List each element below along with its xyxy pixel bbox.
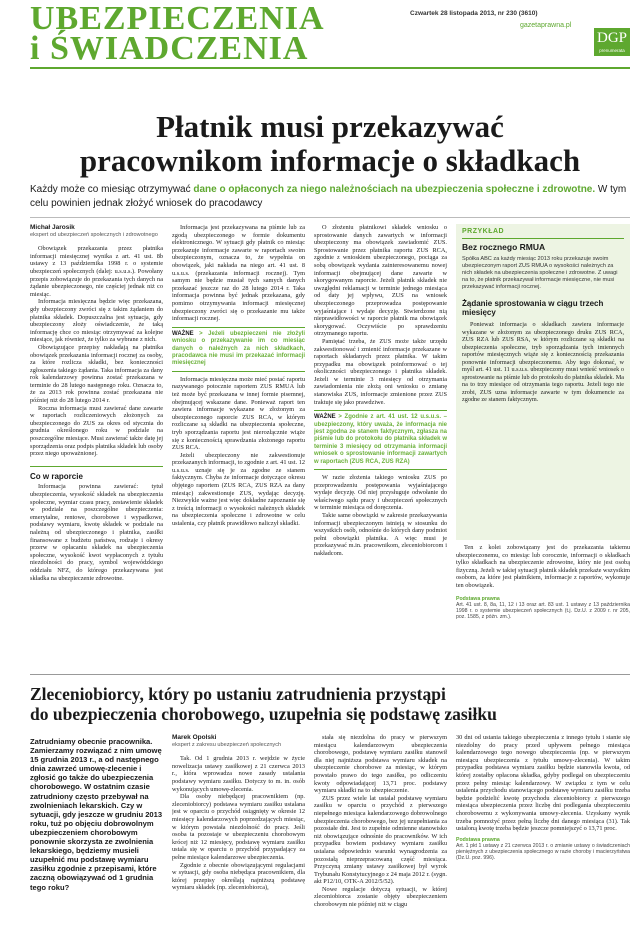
paragraph: Nowe regulacje dotyczą sytuacji, w której zleceniobiorca zostanie objęty ubezpieczeniem chorobowym nie później niż w ciągu xyxy=(314,885,447,909)
paragraph: 30 dni od ustania takiego ubezpieczenia z innego tytułu i stanie się niezdolny do pracy przed upływem pełnego miesiąca kalendarzowego tego nowego ubezpieczenia (np. w pierwszym miesiącu ubezpieczenia z tytułu umowy-zlecenia). W takim przypadku podstawa wymiaru zasiłku będzie stanowiła kwota, od której zostałby opłacona składka, gdyby podlegał on ubezpieczeniu przez pełny miesiąc kalendarzowy. W związku z tym w celu ustalenia przychodu stanowiącego podstawę wymiaru zasiłku trzeba będzie podzielić kwotę przychodu zleceniobiorcy z pierwszego miesiąca ubezpieczenia przez liczbę dni podlegania ubezpieczeniu chorobowemu z wykonywania umowy-zlecenia. Uzyskany wynik trzeba pomnożyć przez pełną liczbę dni danego miesiąca (31). Tak ustaloną kwotę trzeba będzie jeszcze pomniejszyć o 13,71 proc. xyxy=(456,734,630,833)
legal-basis-text: Art. 41 ust. 8, 8a, 11, 12 i 13 oraz art. 83 ust. 1 ustawy z 13 października 1998 r. o systemie ubezpieczeń społecznych (t.j. Dz.U. z 2009 r. nr 205, poz. 1585, z późn. zm.). xyxy=(456,601,630,621)
article2-column-4 xyxy=(456,734,630,924)
article1-headline-line2: pracownikom informacje o składkach xyxy=(79,143,581,178)
article-separator xyxy=(30,674,630,675)
important-callout-1: WAŻNE > Jeżeli ubezpieczeni nie złożyli wniosku o przekazywanie im co miesiąc danych o należnych za nich składkach, pracodawca nie musi im przekazać informacji miesięcznej xyxy=(172,327,305,372)
paragraph: Ponieważ informacja o składkach zawiera informacje wykazane w złożonym za ubezpieczonego druku ZUS RCA, ZUS RZA lub ZUS RSA, w którym rozliczane są składki na ubezpieczenia społeczne, tryb sporządzania tych imiennych raportów miesięcznych wiąże się z koniecznością przekazania ponownie informacji ubezpieczonemu. Aby tego dokonać, w myśl art. 41 ust. 11 u.s.u.s. ubezpieczony musi wnieść wniosek o sprostowanie na piśmie lub do protokołu do płatnika składek. Ma na to trzy miesiące od otrzymania tego raportu. Jeżeli tego nie zrobi, ZUS uzna informacje zawarte w tym dokumencie za zgodne ze stanem faktycznym. xyxy=(462,321,624,403)
article1-author: Michał Jarosik xyxy=(30,224,75,231)
article2-author-role: ekspert z zakresu ubezpieczeń społecznych xyxy=(172,741,282,748)
paragraph: Ten z kolei zobowiązany jest do przekazania takiemu ubezpieczonemu, co miesiąc lub corocznie, informacji o składkach tylko składkach na ubezpieczenie zdrowotne, który nie jest osobą fizyczną. Jeżeli w takiej sytuacji płatnik składek przekaże wszystkim osobom, za które jest płatnikiem, informacje z raportów, wykonuje ten obowiązek. xyxy=(456,544,630,589)
article2-column-2 xyxy=(172,734,305,924)
issue-date xyxy=(410,10,538,17)
callout-text: Jeżeli ubezpieczeni nie złożyli wniosku o przekazywanie im co miesiąc danych o należnych za nich składkach, pracodawca nie musi im przekazać informacji miesięcznej xyxy=(172,330,305,367)
site-link[interactable]: gazetaprawna.pl xyxy=(520,22,572,29)
paragraph: Zgodnie z obecnie obowiązującymi regulacjami w sytuacji, gdy osoba niebędąca pracownikiem, dla której przepisy określają najniższą podstawę wymiaru składek (np. zleceniobiorca), xyxy=(172,861,305,892)
article1-column-2 xyxy=(172,224,305,664)
lead-rule xyxy=(30,217,630,218)
callout-text: Zgodnie z art. 41 ust. 12 u.s.u.s. – ubezpieczony, który uważa, że informacja nie jest zgodna ze stanem faktycznym, zgłasza na piśmie lub do protokołu do płatnika składek w terminie 3 miesięcy od otrzymania informacji wniosek o sprostowanie informacji zawartych w raportach (ZUS RCA, ZUS RZA) xyxy=(314,414,447,465)
paragraph: Takie same obowiązki w zakresie przekazywania informacji ubezpieczonym istnieją w stosunku do wszystkich osób, odnośnie do których dany podmiot pełni obowiązki płatnika. A więc musi je przekazywać m.in. pracownikom, zleceniobiorcom i nakładcom. xyxy=(314,512,447,558)
dgp-logo xyxy=(594,28,630,56)
article1-headline xyxy=(30,110,630,178)
article2-headline xyxy=(30,684,630,724)
article2-column-3 xyxy=(314,734,447,924)
article2-headline-line1: Zleceniobiorcy, który po ustaniu zatrudnienia przystąpi xyxy=(30,684,446,704)
article2-question: Zatrudniamy obecnie pracownika. Zamierzamy rozwiązać z nim umowę 15 grudnia 2013 r., a od następnego dnia zawrzeć umowę-zlecenie i zgłosić go także do ubezpieczenia chorobowego. W ostatnim czasie zatrudniony często przebywał na zwolnieniach lekarskich. Czy w sytuacji, gdy jeszcze w grudniu 2013 roku, tuż po objęciu dobrowolnym ubezpieczeniem chorobowym ponownie skorzysta ze zwolnienia lekarskiego, będziemy musieli uzupełnić mu podstawę wymiaru zasiłku zgodnie z przepisami, które zaczną obowiązywać od 1 grudnia tego roku? xyxy=(30,737,163,892)
article2-headline-line2: do ubezpieczenia chorobowego, uzupełnia się podstawę zasiłku xyxy=(30,704,497,724)
lead-part3: W tym celu powinien jednak złożyć wniosek do pracodawcy xyxy=(30,184,627,209)
example-title: Bez rocznego RMUA xyxy=(462,242,546,252)
example-label: PRZYKŁAD xyxy=(462,228,505,235)
masthead-rule xyxy=(30,67,630,69)
paragraph: Jeżeli ubezpieczony nie zakwestionuje przekazanych informacji, to zgodnie z art. 41 ust. 12 u.s.u.s. uznaje się je za zgodne ze stanem faktycznym. Chyba że informacje dotyczące okresu objętego raportem (ZUS RCA, ZUS RZA za dany miesiąc) zakwestionuje ZUS, wydając decyzję. Niezwykle ważne jest więc dokładne zapoznanie się z treścią informacji o wysokości należnych składek na ubezpieczenia społeczne i zdrowotne w celu ustalenia, czy płatnik prawidłowo naliczył składki. xyxy=(172,451,305,528)
example-text: Spółka ABC za każdy miesiąc 2013 roku przekazuje swoim ubezpieczonym raport ZUS RMUA o wysokości należnych za nich składek na ubezpieczenia społeczne i zdrowotne. Z uwagi na to, że płatnik przekazywał informacje miesięczne, nie musi przekazywać informacji rocznej. xyxy=(462,256,618,290)
paragraph: Tak. Od 1 grudnia 2013 r. wejdzie w życie nowelizacja ustawy zasiłkowej z 21 czerwca 2013 r., która wprowadza nowe zasady ustalania podstawy wymiaru zasiłku. Dotyczy to m. in. osób wykonujących umowę-zlecenia. xyxy=(172,755,305,793)
article1-headline-line1: Płatnik musi przekazywać xyxy=(156,109,504,144)
paragraph: Informacja miesięczna będzie więc przekazana, gdy ubezpieczony zwróci się z takim żądaniem do płatnika składek. Dopuszczalna jest sytuacja, gdy ubezpieczony złoży oświadczenie, że taką informację chce co miesiąc otrzymywać za kolejne miesiące, jak również, że tylko za wybrane z nich. xyxy=(30,298,163,344)
dgp-logo-text: DGP xyxy=(596,30,627,46)
legal-basis-text: Art. 1 pkt 1 ustawy z 21 czerwca 2013 r. o zmianie ustawy o świadczeniach pieniężnych z ubezpieczenia społecznego w razie choroby i macierzyństwa (Dz.U. poz. 996). xyxy=(456,842,630,862)
example-column-text xyxy=(462,321,624,404)
section-title-line2: i ŚWIADCZENIA xyxy=(30,30,309,67)
lead-part2: dane o opłaconych za niego należnościach na ubezpieczenia społeczne i zdrowotne. xyxy=(193,184,596,195)
article1-column-1 xyxy=(30,224,163,664)
paragraph: Informacja powinna zawierać: tytuł ubezpieczenia, wysokość składek na ubezpieczenia społeczne, wymiar czasu pracy, zestawienie składek w podziale na poszczególne ubezpieczenia: emerytalne, rentowe, chorobowe i wypadkowe, podstawy wymiaru, kwotę składek w podziale na należną od ubezpieczonego i płatnika, zasiłki finansowane z budżetu państwa, rodzaje i okresy przerw w opłacaniu składek na ubezpieczenia społeczne, wysokość kwot wypłaconych z tytułu niezdolności do pracy, symbol wojewódzkiego oddziału NFZ, do którego przekazywana jest składka na ubezpieczenie zdrowotne. xyxy=(30,483,163,582)
article1-lead xyxy=(30,183,630,211)
paragraph: Pamiętać trzeba, że ZUS może także urzędu zakwestionować i zmienić informacje przekazane w raportach składanych przez płatnika. W takim przypadku ma obowiązek poinformować o tej okoliczności ubezpieczonego i płatnika składek. Jeżeli w terminie 3 miesięcy od otrzymania zawiadomienia nie złożą oni wniosku o zmianę stanowiska ZUS, informacje zmienione przez ZUS traktuje się jako prawdziwe. xyxy=(314,337,447,406)
legal-basis-label: Podstawa prawna xyxy=(456,595,500,602)
article1-column-3 xyxy=(314,224,447,664)
paragraph: O złożeniu płatnikowi składek wniosku o sprostowanie danych zawartych w informacji ubezpieczony ma obowiązek zawiadomić ZUS. Sprostowanie przez płatnika raportu ZUS RCA, zgodnie z wnioskiem ubezpieczonego, pociąga za sobą obowiązek wydania zainteresowanemu nowej informacji obejmującej dane zawarte w skorygowanym raporcie. Jeżeli płatnik składek nie uwzględni reklamacji w terminie jednego miesiąca od daty jej wpływu, ZUS na wniosek ubezpieczonego przeprowadza postępowanie wyjaśniające i wydaje decyzję. Stwierdzone nią nieprawidłowości w raporcie płatnik ma obowiązek skorygować. Oczywiście po sprawdzeniu otrzymanego raportu. xyxy=(314,224,447,338)
paragraph: Obowiązek przekazania przez płatnika informacji miesięcznej wynika z art. 41 ust. 8b ustawy z 13 października 1998 r. o systemie ubezpieczeń społecznych (dalej: u.s.u.s.). Powołany przepis zobowiązuje do przekazania tych danych na żądanie ubezpieczonego, nie częściej jednak niż co miesiąc. xyxy=(30,245,163,298)
callout-label: WAŻNE xyxy=(314,414,336,421)
lead-part1: Każdy może co miesiąc otrzymywać xyxy=(30,184,194,195)
paragraph: ZUS przez wiele lat ustalał podstawę wymiaru zasiłku w oparciu o przychód z pierwszego niepełnego miesiąca kalendarzowego dobrowolnego ubezpieczenia chorobowego, bez jej uzupełniania za pozostałe dni. Jest to zupełnie odmienne stanowisko niż obowiązujące odnośnie do pracowników. W ich przypadku bowiem podstawy wymiaru zasiłku ustalana odpowiednio warunki wynagrodzenia za pozostałą nieprzepracowaną część miesiąca. Przyczyną zmiany ustawy zasiłkowej był wyrok Trybunału Konstytucyjnego z 24 maja 2012 r. (sygn. akt P12/10, OTK-A 2012/5/52). xyxy=(314,794,447,886)
article1-author-role: ekspert od ubezpieczeń społecznych i zdrowotnego xyxy=(30,231,158,238)
paragraph: Informacja miesięczna może mieć postać raportu nazywanego potocznie raportem ZUS RMUA lub też może być przekazana w innej formie pisemnej, obejmującej wskazane dane. Ponieważ raport ten zawiera informacje wykazane w złożonym za ubezpieczonego raporcie ZUS RCA, w którym rozliczane są składki na ubezpieczenia społeczne, tryb sporządzania raportu jest nierozłącznie wiąże się z koniecznością sprawdzania złożonego raportu ZUS RCA. xyxy=(172,375,305,452)
paragraph: W razie złożenia takiego wniosku ZUS po przeprowadzeniu postępowania wyjaśniającego wydaje decyzję. Od niej przysługuje odwołanie do właściwego sądu pracy i ubezpieczeń społecznych w terminie miesiąca od doręczenia. xyxy=(314,474,447,512)
legal-basis-label: Podstawa prawna xyxy=(456,836,500,843)
article1-column-4-continued xyxy=(456,540,630,668)
dgp-logo-sub: prenumerata xyxy=(599,48,625,53)
paragraph: stała się niezdolna do pracy w pierwszym miesiącu kalendarzowym ubezpieczenia chorobowego, podstawę wymiaru zasiłku stanowił dla niej najniższa podstawa wymiaru składek na ubezpieczenie chorobowe za miesiąc, w którym powstało prawo do tego zasiłku, po odliczeniu kwoty odpowiadającej 13,71 proc. podstawy wymiaru składki na to ubezpieczenie. xyxy=(314,734,447,795)
subheading-zadanie-sprostowania: Żądanie sprostowania w ciągu trzech miesięcy xyxy=(462,299,604,317)
paragraph: Informacja jest przekazywana na piśmie lub za zgodą ubezpieczonego w formie dokumentu elektronicznego. W sytuacji gdy płatnik co miesiąc przekazuje informacje zawarte w raportach swoim ubezpieczonym, oznacza to, że wypełnia on obowiązek, jaki nakłada na niego art. 41 ust. 8 u.s.u.s. (przekazania informacji rocznej). Tym samym nie będzie musiał tych samych danych przekazać jeszcze raz do 28 lutego 2014 r. Taka informacja powinna być jednak przekazana, gdy pomimo otrzymywania informacji miesięcznej ubezpieczony zwróci się o przekazanie mu także informacji rocznej. xyxy=(172,224,305,323)
callout-label: WAŻNE xyxy=(172,330,194,337)
article2-author: Marek Opolski xyxy=(172,734,217,741)
paragraph: Roczna informacja musi zawierać dane zawarte w raportach rozliczeniowych złożonych za ubezpieczonego do ZUS za okres od stycznia do grudnia określonego roku w podziale na poszczególne miesiące. Musi zawierać także datę jej sporządzenia oraz podpis płatnika składek lub osoby przez niego upoważnionej. xyxy=(30,404,163,458)
paragraph: Dla osoby niebędącej pracownikiem (np. zleceniobiorcy) podstawa wymiaru zasiłku ustalana jest w oparciu o przychód osiągnięty w okresie 12 miesięcy kalendarzowych poprzedzających miesiąc, w którym powstała niezdolność do pracy. Jeśli osoba ta pozostaje w ubezpieczeniu chorobowym krócej niż 12 miesięcy, podstawę wymiaru zasiłku ustala się w oparciu o przychód przypadający za pełne miesiące kalendarzowe ubezpieczenia. xyxy=(172,793,305,861)
section-title-line1: UBEZPIECZENIA xyxy=(30,0,325,37)
issue-date-text: Czwartek 28 listopada 2013, nr 230 (3610) xyxy=(410,10,538,17)
important-callout-2: WAŻNE > Zgodnie z art. 41 ust. 12 u.s.u.s. – ubezpieczony, który uważa, że informacja nie jest zgodna ze stanem faktycznym, zgłasza na piśmie lub do protokołu do płatnika składek w terminie 3 miesięcy od otrzymania informacji wniosek o sprostowanie informacji zawartych w raportach (ZUS RCA, ZUS RZA) xyxy=(314,410,447,470)
paragraph: Obowiązujące przepisy nakładają na płatnika obowiązek przekazania informacji rocznej za osoby, za które rozlicza składki, bez konieczności zgłoszenia takiego żądania. Taka informacja za dany rok kalendarzowy powinna zostać przekazana w terminie do 28 lutego następnego roku. Oznacza to, że za 2013 rok powinna zostać przekazana nie później niż do 28 lutego 2014 r. xyxy=(30,343,163,405)
subheading-co-w-raporcie: Co w raporcie xyxy=(30,471,83,481)
